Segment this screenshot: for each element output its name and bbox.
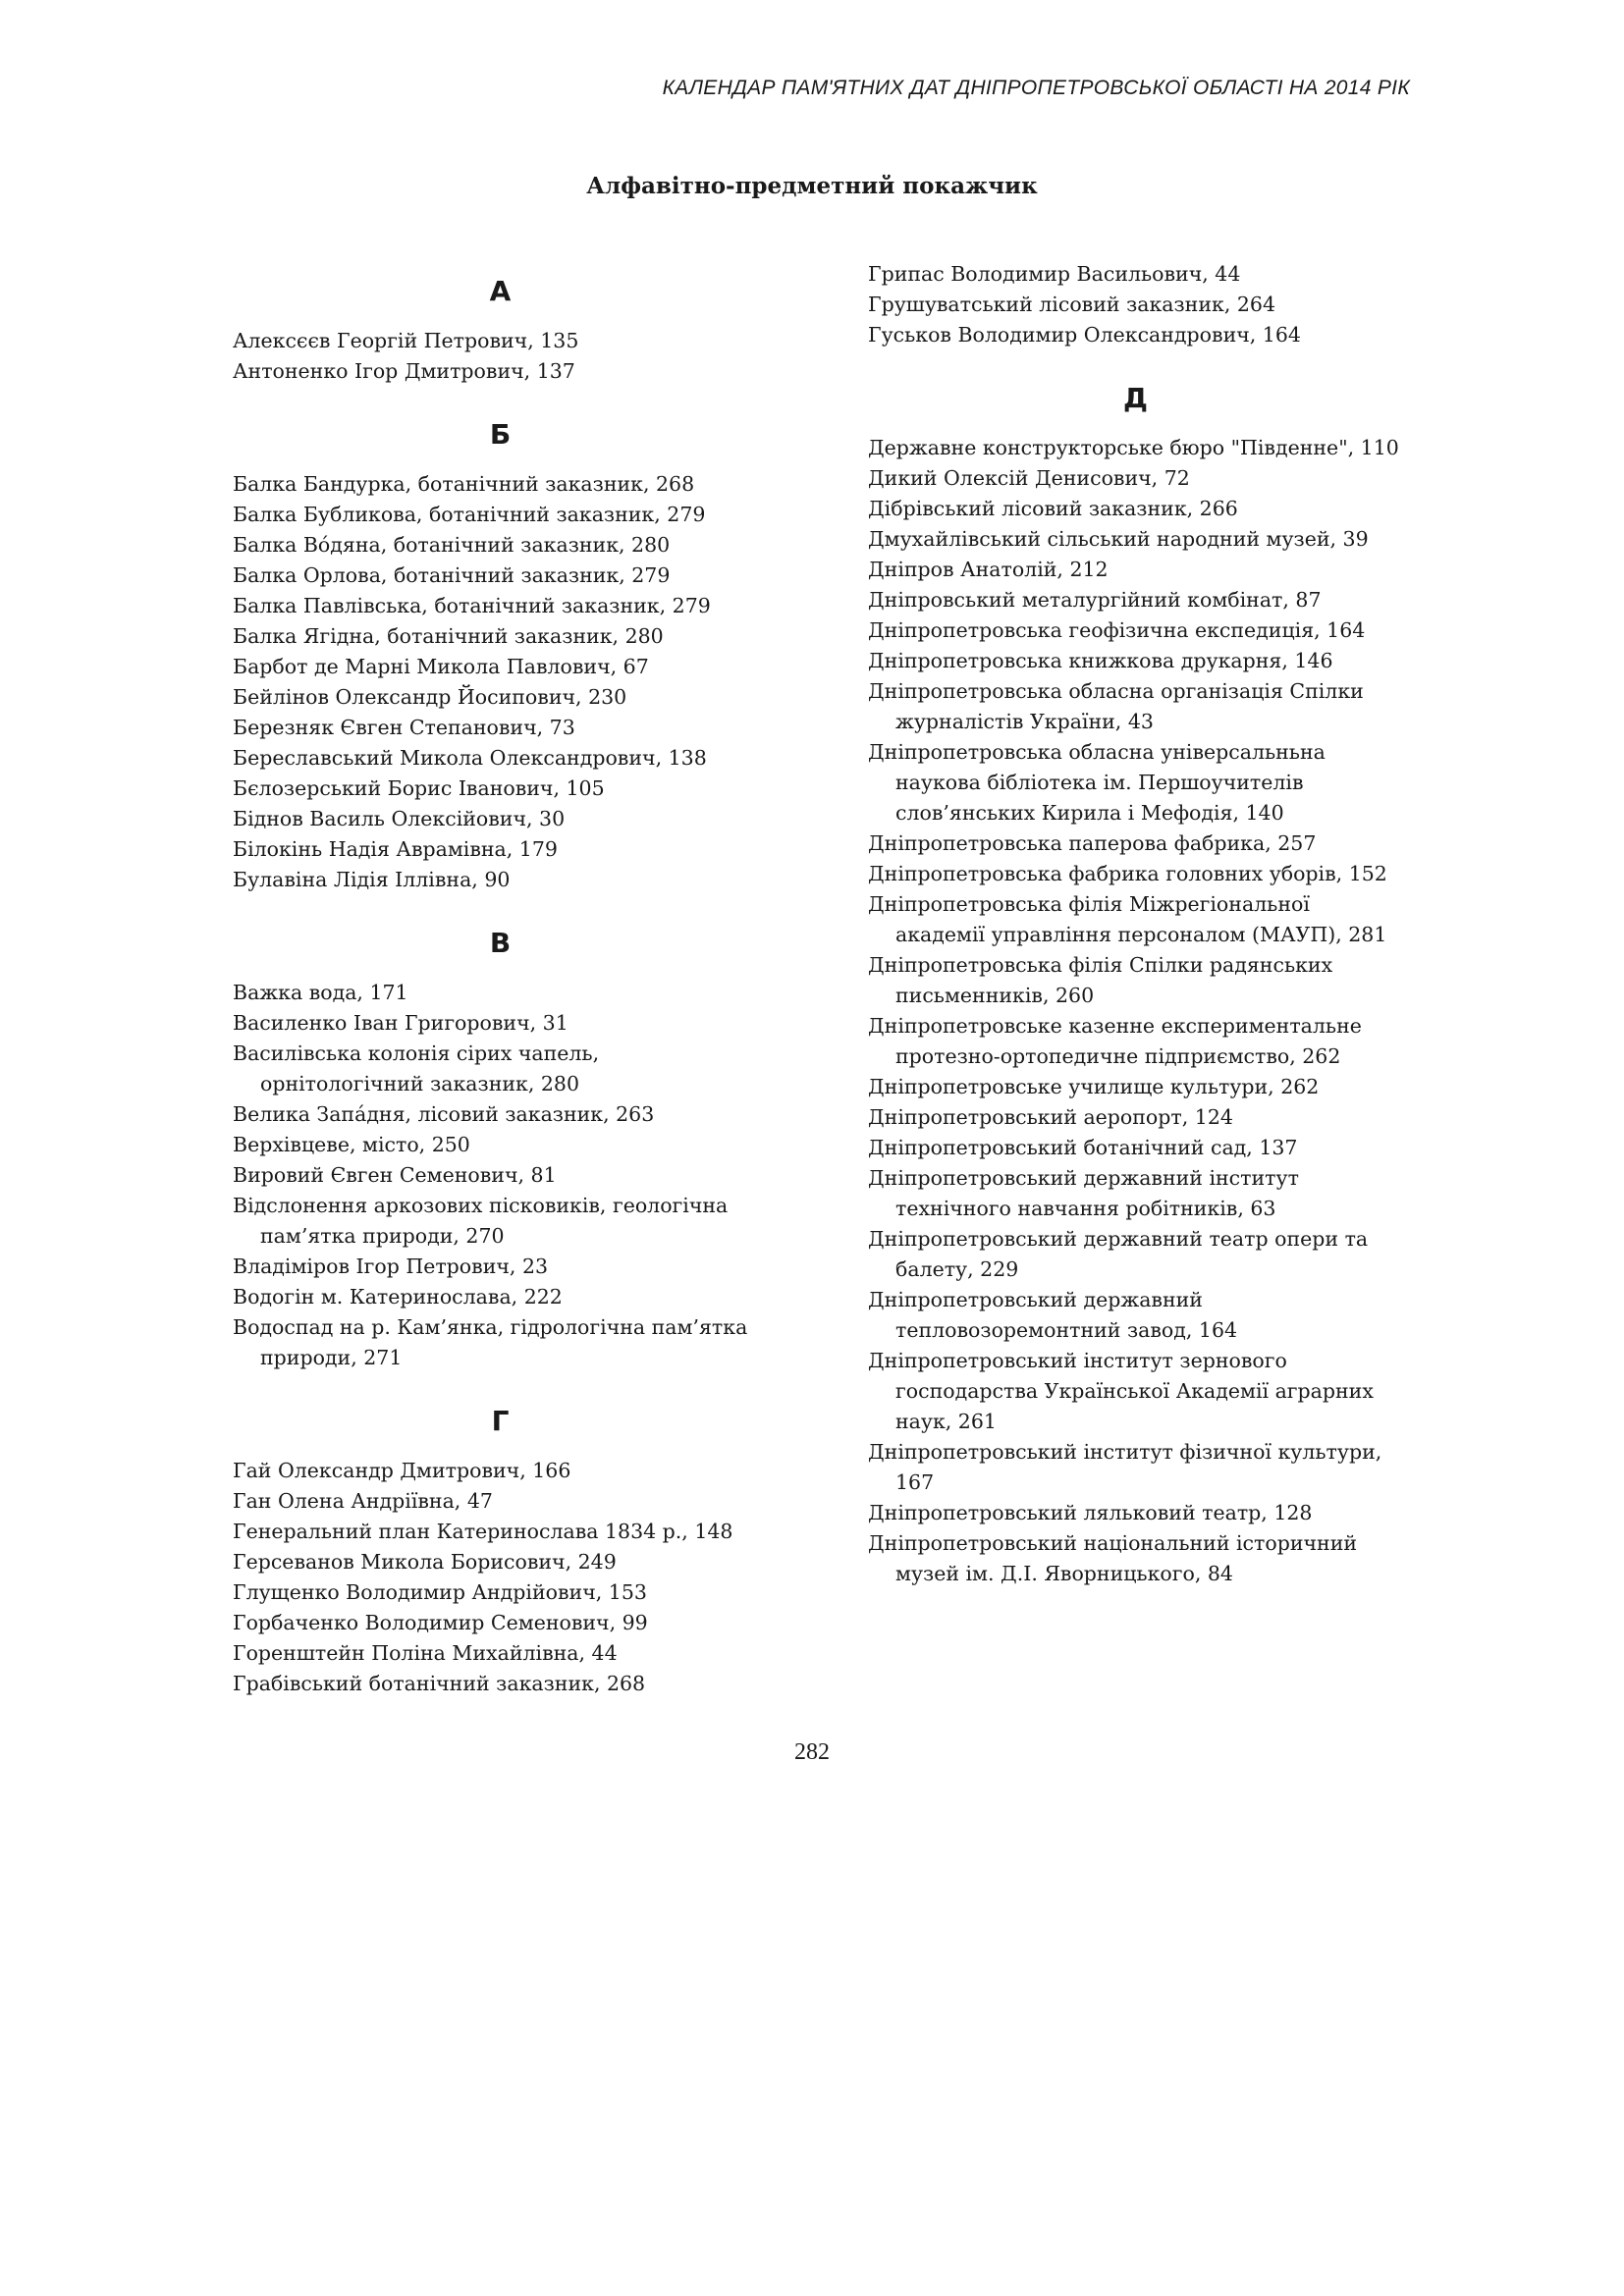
entry-list — [233, 1456, 768, 1699]
entry-list — [233, 326, 768, 387]
index-entry: Василівська колонія сірих чапель, орнітологічний заказник, 280 — [233, 1041, 600, 1095]
index-section — [233, 271, 768, 387]
index-entry: Дніпровський металургійний комбінат, 87 — [868, 588, 1322, 612]
index-section — [233, 923, 768, 1373]
index-entry: Велика Запáдня, лісовий заказник, 263 — [233, 1102, 655, 1126]
index-entry: Білокінь Надія Аврамівна, 179 — [233, 837, 558, 861]
index-entry: Балка Вóдяна, ботанічний заказник, 280 — [233, 533, 671, 557]
index-entry: Балка Бандурка, ботанічний заказник, 268 — [233, 472, 695, 496]
index-entry: Державне конструкторське бюро "Південне", 110 — [868, 436, 1399, 459]
index-entry: Дніпропетровська паперова фабрика, 257 — [868, 831, 1317, 855]
index-entry: Важка вода, 171 — [233, 981, 408, 1004]
index-right-column — [868, 262, 1403, 1617]
index-entry: Грабівський ботанічний заказник, 268 — [233, 1672, 646, 1695]
entry-list — [233, 469, 768, 895]
index-entry: Балка Бубликова, ботанічний заказник, 279 — [233, 503, 706, 526]
index-left-column — [233, 271, 768, 1727]
index-entry: Дмухайлівський сільський народний музей, 39 — [868, 527, 1369, 551]
index-entry: Дніпропетровський державний інститут технічного навчання робітників, 63 — [868, 1166, 1299, 1220]
index-entry: Дніпропетровська філія Міжрегіональної академії управління персоналом (МАУП), 281 — [868, 892, 1387, 946]
index-entry: Біднов Василь Олексійович, 30 — [233, 807, 566, 830]
index-entry: Дніпропетровський інститут зернового господарства Української Академії аграрних наук, 261 — [868, 1349, 1374, 1433]
index-title: Алфавітно-предметний покажчик — [586, 173, 1038, 199]
section-letter: Г — [491, 1405, 510, 1437]
index-entry: Дикий Олексій Денисович, 72 — [868, 466, 1190, 490]
index-entry: Гай Олександр Дмитрович, 166 — [233, 1459, 571, 1482]
index-entry: Алексєєв Георгій Петрович, 135 — [233, 329, 579, 352]
index-entry: Глущенко Володимир Андрійович, 153 — [233, 1580, 647, 1604]
index-entry: Бєлозерський Борис Іванович, 105 — [233, 776, 605, 800]
index-entry: Дніпропетровське казенне експериментальне протезно-ортопедичне підприємство, 262 — [868, 1014, 1362, 1068]
index-entry: Дніпропетровський інститут фізичної культури, 167 — [868, 1440, 1382, 1494]
index-entry: Дніпропетровський ботанічний сад, 137 — [868, 1136, 1298, 1159]
index-entry: Бейлінов Олександр Йосипович, 230 — [233, 685, 627, 709]
section-letter: А — [489, 275, 512, 307]
index-entry: Дніпропетровський державний театр опери та балету, 229 — [868, 1227, 1369, 1281]
index-entry: Грушуватський лісовий заказник, 264 — [868, 293, 1275, 316]
index-entry: Дніпров Анатолій, 212 — [868, 558, 1109, 581]
index-entry: Балка Орлова, ботанічний заказник, 279 — [233, 563, 671, 587]
index-entry: Дніпропетровський ляльковий театр, 128 — [868, 1501, 1313, 1524]
index-entry: Відслонення аркозових пісковиків, геологічна пам’ятка природи, 270 — [233, 1194, 729, 1248]
index-entry: Дніпропетровська геофізична експедиція, 164 — [868, 618, 1366, 642]
index-entry: Дібрівський лісовий заказник, 266 — [868, 497, 1238, 520]
index-entry: Береславський Микола Олександрович, 138 — [233, 746, 707, 770]
index-entry: Дніпропетровський державний тепловозоремонтний завод, 164 — [868, 1288, 1238, 1342]
index-entry: Горенштейн Поліна Михайлівна, 44 — [233, 1641, 618, 1665]
page-number: 282 — [794, 1739, 830, 1765]
entry-list — [868, 259, 1403, 350]
entry-list — [868, 433, 1403, 1589]
index-entry: Булавіна Лідія Іллівна, 90 — [233, 868, 511, 891]
section-letter: В — [489, 927, 512, 959]
section-letter: Б — [489, 418, 512, 451]
index-entry: Балка Ягідна, ботанічний заказник, 280 — [233, 624, 664, 648]
index-entry: Ган Олена Андріївна, 47 — [233, 1489, 493, 1513]
entry-list — [233, 978, 768, 1373]
index-entry: Верхівцеве, місто, 250 — [233, 1133, 470, 1156]
index-entry: Дніпропетровська фабрика головних уборів, 152 — [868, 862, 1387, 885]
index-entry: Барбот де Марні Микола Павлович, 67 — [233, 655, 649, 678]
index-entry: Березняк Євген Степанович, 73 — [233, 716, 575, 739]
index-entry: Антоненко Ігор Дмитрович, 137 — [233, 359, 575, 383]
index-entry: Гуськов Володимир Олександрович, 164 — [868, 323, 1301, 347]
index-entry: Владіміров Ігор Петрович, 23 — [233, 1255, 549, 1278]
index-entry: Грипас Володимир Васильович, 44 — [868, 262, 1241, 286]
index-entry: Горбаченко Володимир Семенович, 99 — [233, 1611, 648, 1634]
index-entry: Герсеванов Микола Борисович, 249 — [233, 1550, 617, 1574]
index-entry: Дніпропетровський національний історичний музей ім. Д.І. Яворницького, 84 — [868, 1531, 1358, 1585]
index-entry: Дніпропетровська обласна універсальньна наукова бібліотека ім. Першоучителів слов’янських Кирила і Мефодія, 140 — [868, 740, 1326, 825]
index-entry: Вировий Євген Семенович, 81 — [233, 1163, 557, 1187]
index-entry: Водогін м. Катеринослава, 222 — [233, 1285, 563, 1308]
index-entry: Балка Павлівська, ботанічний заказник, 279 — [233, 594, 711, 617]
index-entry: Дніпропетровський аеропорт, 124 — [868, 1105, 1233, 1129]
running-header: КАЛЕНДАР ПАМ'ЯТНИХ ДАТ ДНІПРОПЕТРОВСЬКОЇ ОБЛАСТІ НА 2014 РІК — [662, 77, 1410, 99]
index-section — [233, 1401, 768, 1699]
index-section — [868, 378, 1403, 1589]
index-section — [233, 414, 768, 895]
index-entry: Водоспад на р. Кам’янка, гідрологічна пам’ятка природи, 271 — [233, 1315, 748, 1369]
section-letter: Д — [1123, 382, 1148, 414]
index-section — [868, 259, 1403, 350]
index-entry: Дніпропетровське училище культури, 262 — [868, 1075, 1320, 1098]
index-entry: Дніпропетровська книжкова друкарня, 146 — [868, 649, 1333, 672]
index-entry: Генеральний план Катеринослава 1834 р., 148 — [233, 1520, 733, 1543]
index-entry: Василенко Іван Григорович, 31 — [233, 1011, 568, 1035]
index-entry: Дніпропетровська філія Спілки радянських письменників, 260 — [868, 953, 1333, 1007]
index-entry: Дніпропетровська обласна організація Спілки журналістів України, 43 — [868, 679, 1364, 733]
